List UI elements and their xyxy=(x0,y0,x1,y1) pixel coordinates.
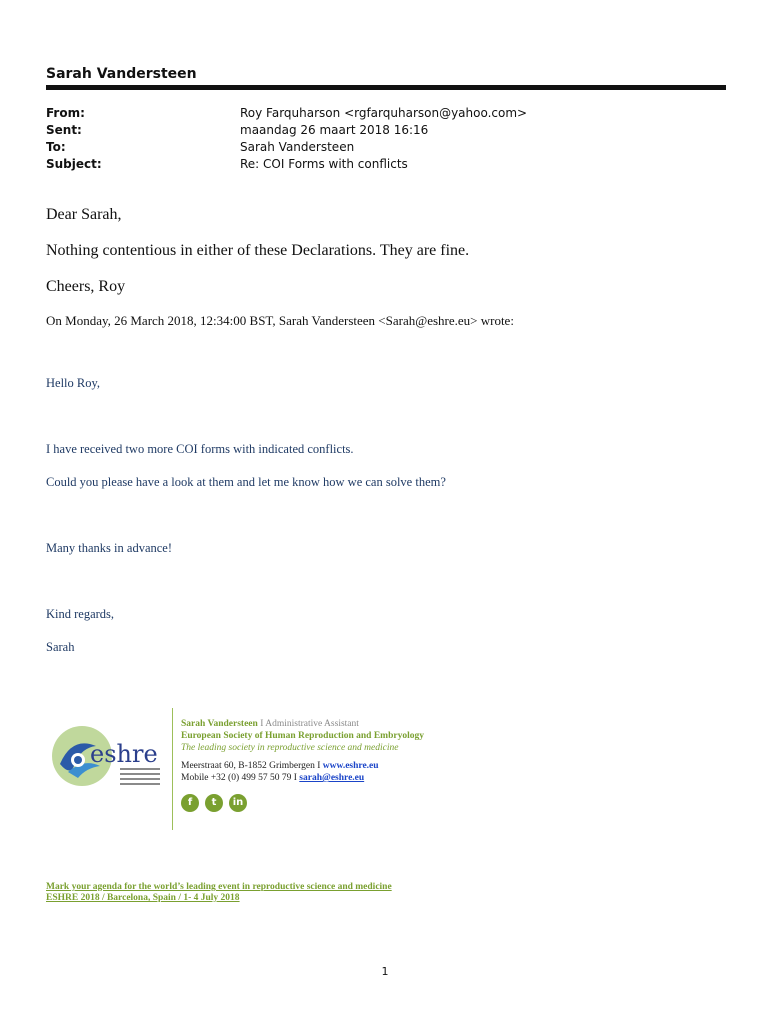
header-sent xyxy=(46,123,726,140)
signature-org: European Society of Human Reproduction and Embryology xyxy=(181,731,424,741)
header-sent-label: Sent: xyxy=(46,123,82,137)
reply-signoff: Cheers, Roy xyxy=(46,278,126,295)
header-subject-value: Re: COI Forms with conflicts xyxy=(240,157,408,171)
svg-text:eshre: eshre xyxy=(90,740,158,768)
header-from-value[interactable]: Roy Farquharson <rgfarquharson@yahoo.com> xyxy=(240,106,528,120)
signature-address: Meerstraat 60, B-1852 Grimbergen I xyxy=(181,761,321,771)
agenda-line-1: Mark your agenda for the world’s leading event in reproductive science and medicine xyxy=(46,882,392,892)
agenda-banner-link[interactable] xyxy=(46,882,392,904)
sender-name: Sarah Vandersteen xyxy=(46,66,197,82)
reply-greeting: Dear Sarah, xyxy=(46,206,122,223)
header-from-label: From: xyxy=(46,106,85,120)
twitter-icon[interactable]: t xyxy=(205,794,223,812)
header-subject xyxy=(46,157,726,174)
signature-website-link[interactable]: www.eshre.eu xyxy=(322,761,379,771)
header-sent-value: maandag 26 maart 2018 16:16 xyxy=(240,123,429,137)
signature-tagline: The leading society in reproductive science and medicine xyxy=(181,743,399,753)
social-links xyxy=(181,792,249,812)
original-regards: Kind regards, xyxy=(46,607,115,621)
signature-text xyxy=(181,718,424,784)
header-from xyxy=(46,106,726,123)
header-to-value: Sarah Vandersteen xyxy=(240,140,355,154)
header-subject-label: Subject: xyxy=(46,157,102,171)
header-to xyxy=(46,140,726,157)
original-name: Sarah xyxy=(46,640,75,654)
email-signature xyxy=(46,708,466,833)
original-greeting: Hello Roy, xyxy=(46,376,101,390)
original-line-1: I have received two more COI forms with indicated conflicts. xyxy=(46,442,354,456)
reply-line: Nothing contentious in either of these Declarations. They are fine. xyxy=(46,242,470,259)
signature-mobile: Mobile +32 (0) 499 57 50 79 I xyxy=(181,773,297,783)
signature-name: Sarah Vandersteen xyxy=(181,719,258,729)
signature-separator: I xyxy=(260,719,264,729)
header-rule xyxy=(46,85,726,90)
original-thanks: Many thanks in advance! xyxy=(46,541,173,555)
signature-email-link[interactable]: sarah@eshre.eu xyxy=(299,773,365,783)
page-number: 1 xyxy=(381,965,389,978)
quote-intro: On Monday, 26 March 2018, 12:34:00 BST, Sarah Vandersteen <Sarah@eshre.eu> wrote: xyxy=(46,313,514,328)
agenda-line-2: ESHRE 2018 / Barcelona, Spain / 1- 4 July 2018 xyxy=(46,893,240,903)
original-line-2: Could you please have a look at them and let me know how we can solve them? xyxy=(46,475,446,489)
eshre-logo xyxy=(50,716,170,796)
facebook-icon[interactable]: f xyxy=(181,794,199,812)
linkedin-icon[interactable]: in xyxy=(229,794,247,812)
header-to-label: To: xyxy=(46,140,66,154)
signature-divider xyxy=(172,708,173,830)
signature-role: Administrative Assistant xyxy=(265,719,359,729)
